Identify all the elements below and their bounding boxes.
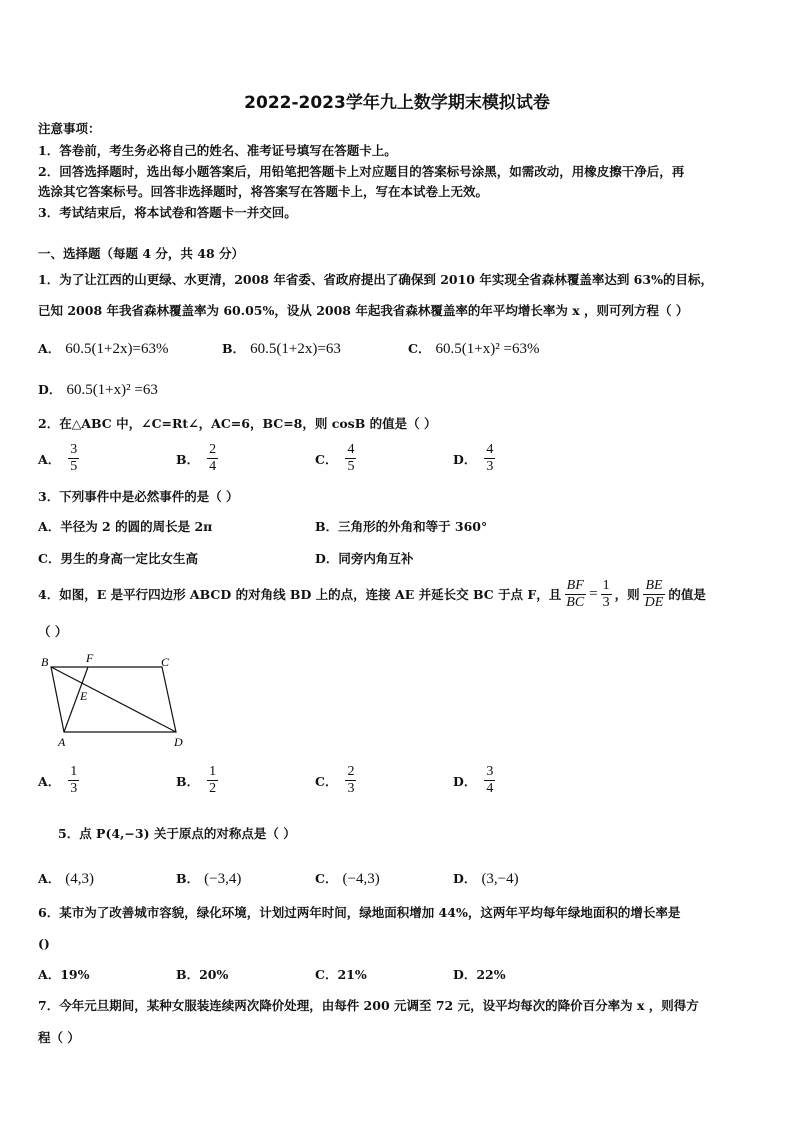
option-label: A． [38, 773, 61, 789]
q3-option-c: C．男生的身高一定比女生高 [38, 551, 198, 566]
stem-text: 的值是 [668, 586, 706, 602]
q5-option-d [453, 868, 519, 888]
option-value: (3,−4) [481, 871, 519, 887]
q2-option-c [315, 442, 356, 475]
stem-text: ，则 [614, 586, 640, 602]
option-value: (−4,3) [342, 871, 380, 887]
page-title: 2022-2023学年九上数学期末模拟试卷 [244, 93, 550, 113]
fraction: $\frac{1}{2}$ [209, 764, 217, 796]
option-formula: 60.5(1+2x)=63% [65, 341, 169, 357]
option-label: C． [315, 451, 338, 467]
q2-option-b [176, 442, 218, 475]
option-label: B． [176, 451, 200, 467]
option-label: C． [408, 341, 431, 356]
question-6-line1: 6．某市为了改善城市容貌，绿化环境，计划过两年时间，绿地面积增加 44%，这两年平均每年绿地面积的增长率是 [38, 905, 681, 920]
question-7-line2: 程（ ） [38, 1030, 80, 1045]
question-7-line1: 7．今年元旦期间，某种女服装连续两次降价处理，由每件 200 元调至 72 元，设平均每次的降价百分率为 x ，则得方 [38, 998, 699, 1013]
fraction: $\frac{2}{4}$ [209, 442, 217, 474]
option-label: D． [453, 773, 477, 789]
q1-option-d [38, 379, 158, 399]
question-2-stem: 2．在△ABC 中，∠C=Rt∠，AC=6，BC=8，则 cosB 的值是（ ） [38, 416, 437, 431]
notice-item: 2．回答选择题时，选出每小题答案后，用铅笔把答题卡上对应题目的答案标号涂黑，如需改动，用橡皮擦干净后，再 [38, 164, 685, 179]
notice-item: 选涂其它答案标号。回答非选择题时，将答案写在答题卡上，写在本试卷上无效。 [38, 184, 489, 199]
q2-option-d [453, 442, 495, 475]
label-b: B [41, 655, 49, 669]
q6-option-c: C．21% [315, 967, 367, 982]
fraction: $\frac{1}{3}$ [70, 764, 78, 796]
option-formula: 60.5(1+2x)=63 [250, 341, 341, 357]
fraction: $\frac{4}{3}$ [486, 442, 494, 474]
q1-option-c [408, 338, 539, 358]
equals-sign: = [589, 586, 598, 602]
diagonal-bd [51, 667, 176, 732]
parallelogram-figure [36, 650, 196, 750]
label-a: A [58, 735, 66, 749]
q4-option-a [38, 764, 79, 797]
q6-option-a: A．19% [38, 967, 90, 982]
fraction: $\frac{3}{5}$ [70, 442, 78, 474]
fraction: $\frac{2}{3}$ [347, 764, 355, 796]
fraction: $\frac{3}{4}$ [486, 764, 494, 796]
option-label: B． [176, 871, 200, 886]
q4-option-c [315, 764, 356, 797]
option-value: (−3,4) [204, 871, 242, 887]
question-4-stem [38, 578, 706, 611]
option-label: C． [315, 773, 338, 789]
option-value: (4,3) [65, 871, 95, 887]
question-1-line2: 已知 2008 年我省森林覆盖率为 60.05%，设从 2008 年起我省森林覆盖率的年平均增长率为 x ，则可列方程（ ） [38, 303, 689, 318]
q3-option-d: D．同旁内角互补 [315, 551, 414, 566]
option-label: D． [453, 871, 477, 886]
notice-item: 1．答卷前，考生务必将自己的姓名、准考证号填写在答题卡上。 [38, 143, 397, 158]
q6-option-d: D．22% [453, 967, 506, 982]
option-formula: 60.5(1+x)² =63 [66, 382, 158, 398]
option-label: D． [453, 451, 477, 467]
option-label: A． [38, 341, 61, 356]
q4-option-d [453, 764, 495, 797]
fraction: $\frac{BE}{DE}$ [644, 578, 664, 610]
q5-option-b [176, 868, 241, 888]
option-label: B． [176, 773, 200, 789]
option-formula: 60.5(1+x)² =63% [435, 341, 540, 357]
option-label: A． [38, 871, 61, 886]
label-e: E [80, 689, 88, 703]
q1-option-a [38, 338, 168, 358]
q2-option-a [38, 442, 79, 475]
q3-option-b: B．三角形的外角和等于 360° [315, 519, 488, 534]
question-3-stem: 3．下列事件中是必然事件的是（ ） [38, 489, 239, 504]
stem-text: 4．如图，E 是平行四边形 ABCD 的对角线 BD 上的点，连接 AE 并延长交 BC 于点 F，且 [38, 586, 562, 602]
fraction: $\frac{BF}{BC}$ [566, 578, 585, 610]
question-1-line1: 1．为了让江西的山更绿、水更清，2008 年省委、省政府提出了确保到 2010 年实现全省森林覆盖率达到 63%的目标， [38, 272, 713, 287]
label-c: C [161, 655, 170, 669]
option-label: C． [315, 871, 338, 886]
option-label: D． [38, 382, 62, 397]
label-d: D [174, 735, 183, 749]
q3-option-a: A．半径为 2 的圆的周长是 2π [38, 519, 213, 534]
q6-option-b: B．20% [176, 967, 229, 982]
option-label: A． [38, 451, 61, 467]
option-label: B． [222, 341, 246, 356]
question-5-stem: 5．点 P(4,−3) 关于原点的对称点是（ ） [58, 826, 296, 841]
label-f: F [86, 651, 94, 665]
q5-option-c [315, 868, 380, 888]
q5-option-a [38, 868, 94, 888]
question-4-paren: （ ） [38, 624, 68, 639]
question-6-line2: () [38, 936, 50, 951]
section-heading: 一、选择题（每题 4 分，共 48 分） [38, 246, 245, 261]
notice-heading: 注意事项： [38, 121, 101, 136]
notice-item: 3．考试结束后，将本试卷和答题卡一并交回。 [38, 205, 297, 220]
q4-option-b [176, 764, 218, 797]
fraction: $\frac{4}{5}$ [347, 442, 355, 474]
q1-option-b [222, 338, 341, 358]
fraction: $\frac{1}{3}$ [602, 578, 610, 610]
